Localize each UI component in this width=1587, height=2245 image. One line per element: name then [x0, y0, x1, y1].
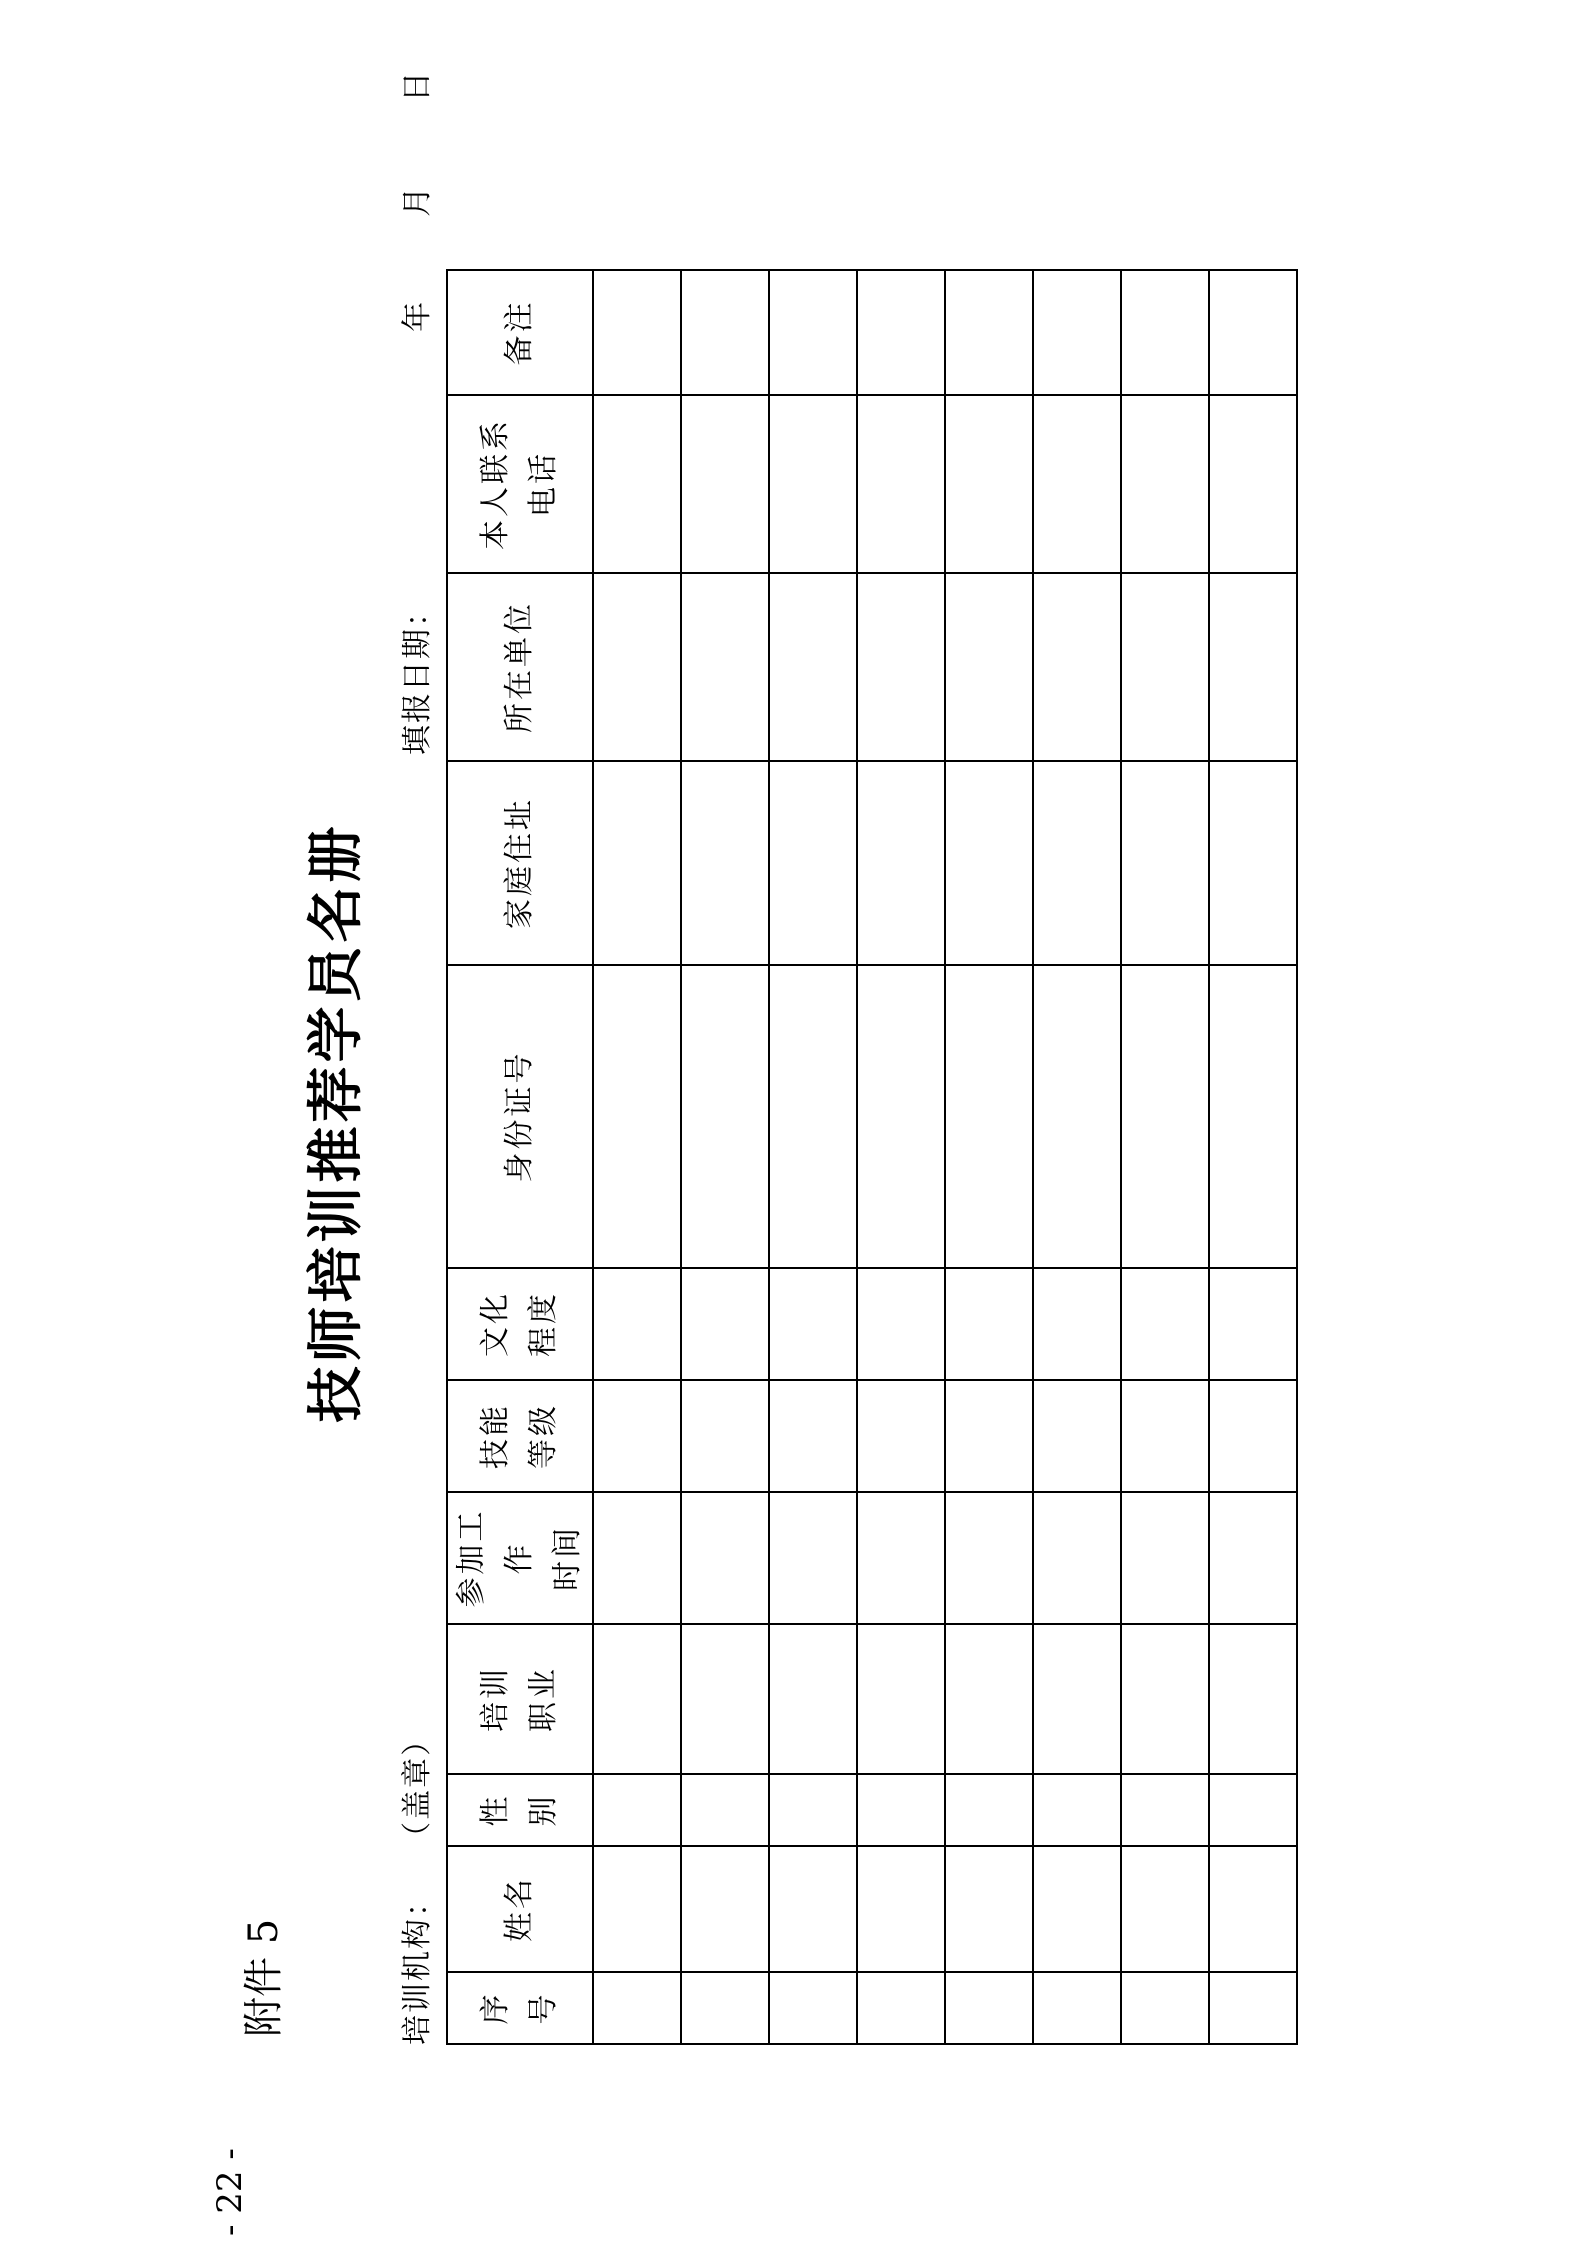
table-cell[interactable] [1033, 761, 1121, 965]
table-cell[interactable] [857, 1492, 945, 1624]
column-header-line1: 姓名 [502, 1876, 537, 1942]
table-cell[interactable] [945, 270, 1033, 395]
table-cell[interactable] [1121, 1380, 1209, 1492]
table-cell[interactable] [1209, 1492, 1297, 1624]
table-row [857, 270, 945, 2044]
column-header [447, 761, 593, 965]
table-row [593, 270, 681, 2044]
table-cell[interactable] [945, 1492, 1033, 1624]
table-cell[interactable] [593, 270, 681, 395]
table-cell[interactable] [593, 573, 681, 761]
table-cell[interactable] [945, 1846, 1033, 1972]
table-cell[interactable] [1033, 1972, 1121, 2044]
table-cell[interactable] [857, 395, 945, 573]
column-header-line2: 职业 [526, 1666, 561, 1732]
fill-date-day: 日 [400, 69, 435, 102]
table-row [1033, 270, 1121, 2044]
table-cell[interactable] [945, 1624, 1033, 1774]
table-cell[interactable] [1033, 395, 1121, 573]
column-header-line1: 备注 [502, 299, 537, 366]
column-header-line1: 序 [478, 1991, 513, 2025]
table-cell[interactable] [681, 1492, 769, 1624]
column-header-line2: 别 [526, 1793, 561, 1827]
table-cell[interactable] [593, 1774, 681, 1846]
table-cell[interactable] [769, 965, 857, 1268]
roster-table [446, 269, 1298, 2045]
table-cell[interactable] [593, 761, 681, 965]
table-cell[interactable] [681, 1380, 769, 1492]
column-header-line2: 电话 [526, 451, 561, 517]
table-cell[interactable] [857, 573, 945, 761]
table-cell[interactable] [1209, 1846, 1297, 1972]
column-header [447, 965, 593, 1268]
column-header-line2: 号 [526, 1991, 561, 2025]
table-cell[interactable] [1209, 965, 1297, 1268]
table-cell[interactable] [1033, 1774, 1121, 1846]
column-header [447, 1380, 593, 1492]
table-cell[interactable] [857, 1846, 945, 1972]
table-cell[interactable] [1033, 1492, 1121, 1624]
table-cell[interactable] [593, 1492, 681, 1624]
table-cell[interactable] [1121, 1624, 1209, 1774]
table-row [681, 270, 769, 2044]
table-cell[interactable] [681, 573, 769, 761]
column-header-line1: 参加工作 [454, 1508, 537, 1608]
training-org-line [392, 1724, 436, 2045]
column-header-line2: 时间 [550, 1525, 585, 1591]
table-cell[interactable] [593, 1972, 681, 2044]
table-cell[interactable] [769, 1624, 857, 1774]
table-cell[interactable] [1033, 1380, 1121, 1492]
table-cell[interactable] [1209, 761, 1297, 965]
table-cell[interactable] [1033, 270, 1121, 395]
table-row [1121, 270, 1209, 2044]
table-cell[interactable] [769, 1774, 857, 1846]
column-header [447, 270, 593, 395]
table-cell[interactable] [1033, 965, 1121, 1268]
table-cell[interactable] [1209, 1774, 1297, 1846]
table-cell[interactable] [945, 761, 1033, 965]
table-cell[interactable] [681, 1972, 769, 2044]
table-cell[interactable] [857, 270, 945, 395]
table-cell[interactable] [593, 1624, 681, 1774]
column-header [447, 573, 593, 761]
table-cell[interactable] [857, 1972, 945, 2044]
table-cell[interactable] [1121, 1268, 1209, 1380]
table-cell[interactable] [1033, 1268, 1121, 1380]
table-cell[interactable] [593, 395, 681, 573]
table-cell[interactable] [1121, 1774, 1209, 1846]
table-cell[interactable] [769, 1492, 857, 1624]
table-cell[interactable] [1121, 1492, 1209, 1624]
column-header-line1: 技能 [478, 1403, 513, 1469]
table-cell[interactable] [1209, 573, 1297, 761]
table-cell[interactable] [1121, 1972, 1209, 2044]
table-cell[interactable] [1209, 395, 1297, 573]
column-header-line1: 所在单位 [502, 601, 537, 733]
page-title: 技师培训推荐学员名册 [303, 822, 369, 1423]
table-row [1209, 270, 1297, 2044]
table-cell[interactable] [681, 1624, 769, 1774]
page-number: - 22 - [210, 2148, 250, 2236]
table-cell[interactable] [681, 1846, 769, 1972]
table-cell[interactable] [945, 1972, 1033, 2044]
annex-label: 附件 5 [241, 1918, 287, 2037]
table-cell[interactable] [857, 1624, 945, 1774]
table-cell[interactable] [945, 1774, 1033, 1846]
table-cell[interactable] [681, 965, 769, 1268]
training-org-stamp: （盖章） [400, 1723, 435, 1852]
fill-date-month: 月 [400, 184, 435, 217]
column-header-line1: 性 [478, 1793, 513, 1827]
column-header [447, 395, 593, 573]
table-cell[interactable] [1121, 573, 1209, 761]
table-cell[interactable] [945, 395, 1033, 573]
table-cell[interactable] [1033, 1624, 1121, 1774]
fill-date-label: 填报日期： [400, 595, 435, 755]
table-cell[interactable] [593, 1846, 681, 1972]
table-row [769, 270, 857, 2044]
column-header-line1: 培训 [478, 1666, 513, 1732]
fill-date-year: 年 [400, 299, 435, 332]
table-cell[interactable] [593, 1380, 681, 1492]
table-cell[interactable] [769, 1268, 857, 1380]
table-cell[interactable] [769, 573, 857, 761]
table-cell[interactable] [945, 1268, 1033, 1380]
table-header-row [447, 270, 593, 2044]
table-cell[interactable] [681, 395, 769, 573]
column-header [447, 1624, 593, 1774]
column-header [447, 1268, 593, 1380]
table-cell[interactable] [769, 1972, 857, 2044]
table-cell[interactable] [1121, 270, 1209, 395]
table-cell[interactable] [1209, 270, 1297, 395]
table-cell[interactable] [1209, 1624, 1297, 1774]
table-cell[interactable] [945, 573, 1033, 761]
column-header [447, 1774, 593, 1846]
table-cell[interactable] [857, 1774, 945, 1846]
table-cell[interactable] [769, 1846, 857, 1972]
table-cell[interactable] [1209, 1268, 1297, 1380]
column-header-line1: 文化 [478, 1291, 513, 1357]
training-org-label: 培训机构： [400, 1885, 435, 2045]
column-header [447, 1492, 593, 1624]
column-header-line2: 程度 [526, 1291, 561, 1357]
table-cell[interactable] [681, 761, 769, 965]
column-header-line1: 本人联系 [478, 418, 513, 550]
table-cell[interactable] [1121, 395, 1209, 573]
table-cell[interactable] [857, 1380, 945, 1492]
table-cell[interactable] [1121, 965, 1209, 1268]
table-cell[interactable] [1121, 761, 1209, 965]
table-cell[interactable] [1209, 1972, 1297, 2044]
table-cell[interactable] [1209, 1380, 1297, 1492]
column-header-line1: 身份证号 [502, 1050, 537, 1183]
table-cell[interactable] [769, 395, 857, 573]
table-row [945, 270, 1033, 2044]
table-cell[interactable] [593, 1268, 681, 1380]
table-cell[interactable] [769, 761, 857, 965]
table-cell[interactable] [593, 965, 681, 1268]
fill-date-line [392, 70, 436, 755]
table-cell[interactable] [945, 1380, 1033, 1492]
column-header-line1: 家庭住址 [502, 797, 537, 929]
column-header [447, 1846, 593, 1972]
table-cell[interactable] [1033, 1846, 1121, 1972]
table-cell[interactable] [1033, 573, 1121, 761]
table-cell[interactable] [769, 1380, 857, 1492]
table-cell[interactable] [945, 965, 1033, 1268]
column-header [447, 1972, 593, 2044]
table-cell[interactable] [681, 1774, 769, 1846]
table-cell[interactable] [857, 761, 945, 965]
table-cell[interactable] [857, 965, 945, 1268]
table-cell[interactable] [769, 270, 857, 395]
table-cell[interactable] [857, 1268, 945, 1380]
table-cell[interactable] [681, 1268, 769, 1380]
table-cell[interactable] [681, 270, 769, 395]
table-cell[interactable] [1121, 1846, 1209, 1972]
column-header-line2: 等级 [526, 1403, 561, 1469]
